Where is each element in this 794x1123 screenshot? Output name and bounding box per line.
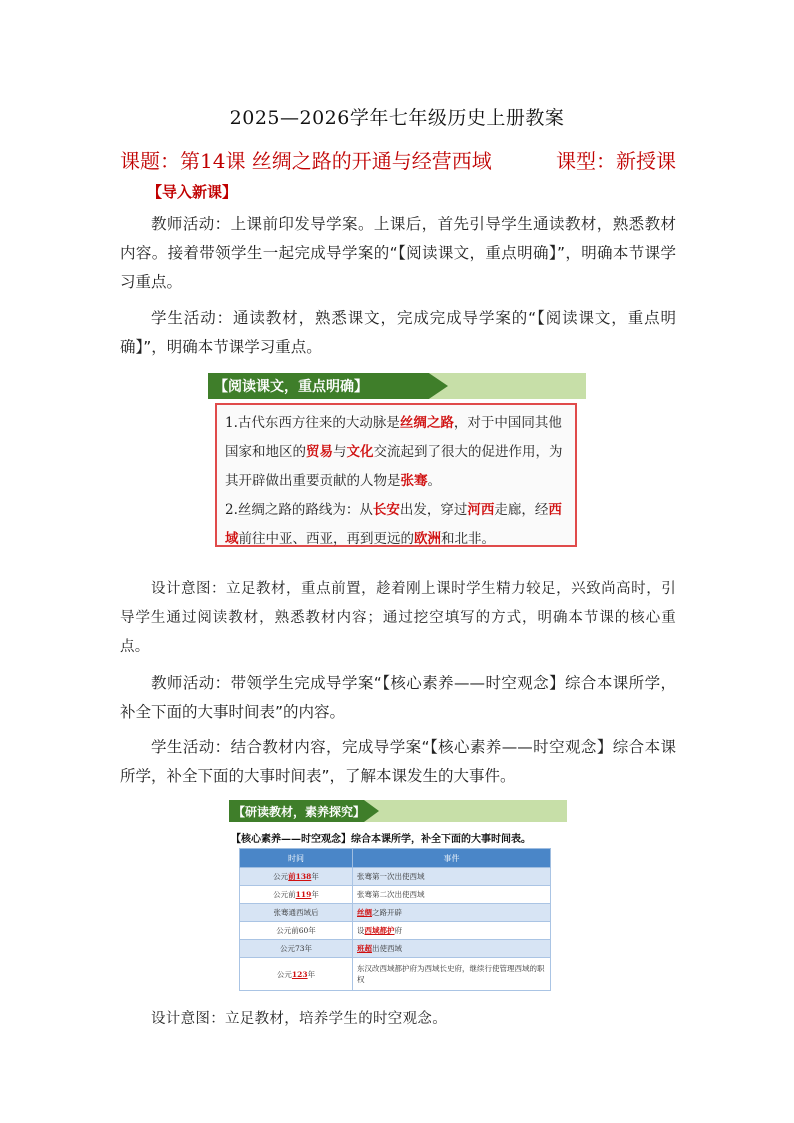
table-row [240, 904, 551, 922]
table-row [240, 886, 551, 904]
teacher-activity-1: 教师活动：上课前印发导学案。上课后，首先引导学生通读教材，熟悉教材内容。接着带领学生一起完成导学案的“【阅读课文，重点明确】”，明确本节课学习重点。 [120, 215, 676, 291]
table-header-time: 时间 [240, 849, 353, 868]
reading-banner [208, 373, 586, 399]
lesson-type: 课型：新授课 [556, 149, 676, 173]
design-intent-2: 设计意图：立足教材，培养学生的时空观念。 [151, 1011, 447, 1027]
reading-content-box [215, 403, 577, 547]
reading-banner-text: 【阅读课文，重点明确】 [214, 379, 368, 395]
reading-key-points-image [208, 373, 586, 560]
table-header-event: 事件 [353, 849, 551, 868]
lesson-line [120, 145, 676, 174]
event-cell: 设西域都护府 [353, 922, 551, 940]
time-cell: 张骞通西域后 [240, 904, 353, 922]
event-cell: 张骞第二次出使西域 [353, 886, 551, 904]
design-intent-1: 设计意图：立足教材，重点前置，趁着刚上课时学生精力较足，兴致尚高时，引导学生通过阅读教材，熟悉教材内容；通过挖空填写的方式，明确本节课的核心重点。 [120, 581, 676, 655]
table-row [240, 958, 551, 991]
timeline-table [239, 848, 551, 991]
time-cell: 公元前119年 [240, 886, 353, 904]
time-cell: 公元73年 [240, 940, 353, 958]
time-cell: 公元前138年 [240, 868, 353, 886]
table-row [240, 868, 551, 886]
table-row [240, 940, 551, 958]
reading-item-2: 2.丝绸之路的路线为：从长安出发，穿过河西走廊，经西域前往中亚、西亚，再到更远的欧洲和北非。 [225, 502, 562, 547]
time-cell: 公元前60年 [240, 922, 353, 940]
section-heading-intro: 【导入新课】 [147, 183, 238, 201]
timeline-intro: 【核心素养——时空观念】综合本课所学，补全下面的大事时间表。 [231, 834, 531, 845]
timeline-table-image [229, 800, 567, 990]
teacher-activity-2: 教师活动：带领学生完成导学案“【核心素养——时空观念】综合本课所学，补全下面的大事时间表”的内容。 [120, 674, 676, 721]
event-cell: 丝绸之路开辟 [353, 904, 551, 922]
lesson-topic: 课题：第14课 丝绸之路的开通与经营西域 [120, 149, 492, 173]
student-activity-2: 学生活动：结合教材内容，完成导学案“【核心素养——时空观念】综合本课所学，补全下面的大事时间表”，了解本课发生的大事件。 [120, 738, 676, 785]
event-cell: 东汉改西域都护府为西域长史府，继续行使管理西域的职权 [353, 958, 551, 991]
event-cell: 班超出使西域 [353, 940, 551, 958]
time-cell: 公元123年 [240, 958, 353, 991]
student-activity-1: 学生活动：通读教材，熟悉课文，完成完成导学案的“【阅读课文，重点明确】”，明确本节课学习重点。 [120, 309, 676, 356]
study-banner-text: 【研读教材，素养探究】 [233, 805, 366, 819]
reading-item-1: 1.古代东西方往来的大动脉是丝绸之路，对于中国同其他国家和地区的贸易与文化交流起到了很大的促进作用，为其开辟做出重要贡献的人物是张骞。 [225, 415, 563, 489]
table-row [240, 922, 551, 940]
event-cell: 张骞第一次出使西域 [353, 868, 551, 886]
page-title: 2025—2026学年七年级历史上册教案 [229, 107, 565, 129]
study-banner [229, 800, 567, 822]
